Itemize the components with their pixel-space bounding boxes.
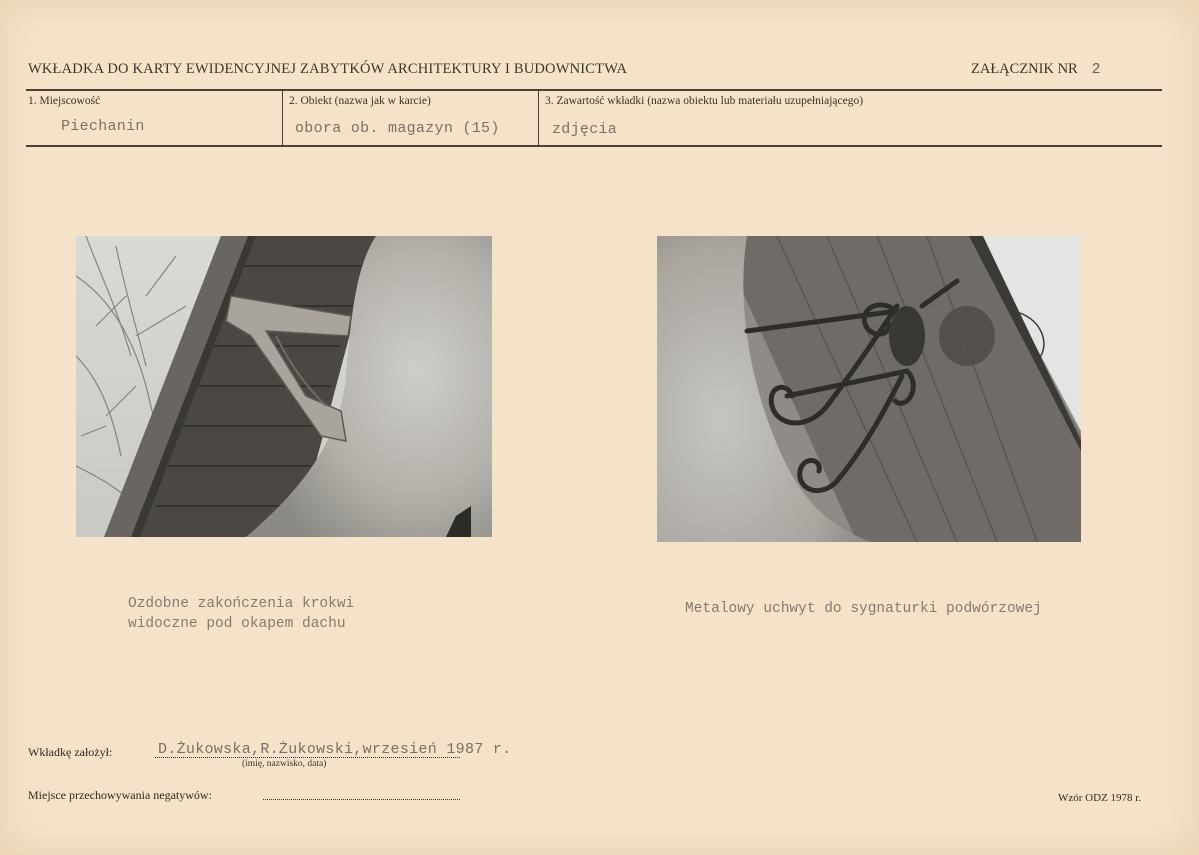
- caption-line: Ozdobne zakończenia krokwi: [128, 596, 355, 612]
- photo-rafter-ends: [76, 236, 492, 537]
- column-divider-2: [538, 90, 539, 145]
- negatives-location-label: Miejsce przechowywania negatywów:: [28, 788, 212, 802]
- photo-rafter-ends-image: [76, 236, 492, 537]
- object-label: 2. Obiekt (nazwa jak w karcie): [289, 95, 431, 107]
- annex-number: 2: [1091, 62, 1101, 78]
- photo-metal-bracket-caption: [685, 599, 1042, 619]
- negatives-location-line: [263, 799, 460, 800]
- locality-label: 1. Miejscowość: [28, 95, 101, 107]
- created-by-value: D.Żukowska,R.Żukowski,wrzesień 1987 r.: [158, 741, 512, 758]
- locality-value: Piechanin: [61, 118, 145, 135]
- photo-metal-bracket-image: [657, 236, 1081, 542]
- annex-label-text: ZAŁĄCZNIK NR: [971, 61, 1078, 77]
- photo-metal-bracket: [657, 236, 1081, 542]
- annex-label: [971, 61, 1100, 78]
- column-divider-1: [282, 90, 283, 145]
- form-mark: Wzór ODZ 1978 r.: [1058, 792, 1142, 804]
- caption-line: Metalowy uchwyt do sygnaturki podwórzowej: [685, 601, 1042, 617]
- object-value: obora ob. magazyn (15): [295, 120, 500, 137]
- card-title: WKŁADKA DO KARTY EWIDENCYJNEJ ZABYTKÓW ARCHITEKTURY I BUDOWNICTWA: [28, 61, 628, 77]
- content-value: zdjęcia: [552, 121, 618, 138]
- caption-line: widoczne pod okapem dachu: [128, 616, 346, 632]
- content-label: 3. Zawartość wkładki (nazwa obiektu lub materiału uzupełniającego): [545, 95, 864, 107]
- header-top-rule: [26, 89, 1162, 91]
- photo-rafter-ends-caption: [128, 594, 354, 634]
- created-by-label: Wkładkę założył:: [28, 745, 113, 759]
- created-by-dotted-line: [155, 757, 460, 758]
- created-by-hint: (imię, nazwisko, data): [242, 759, 327, 769]
- header-bottom-rule: [26, 145, 1162, 147]
